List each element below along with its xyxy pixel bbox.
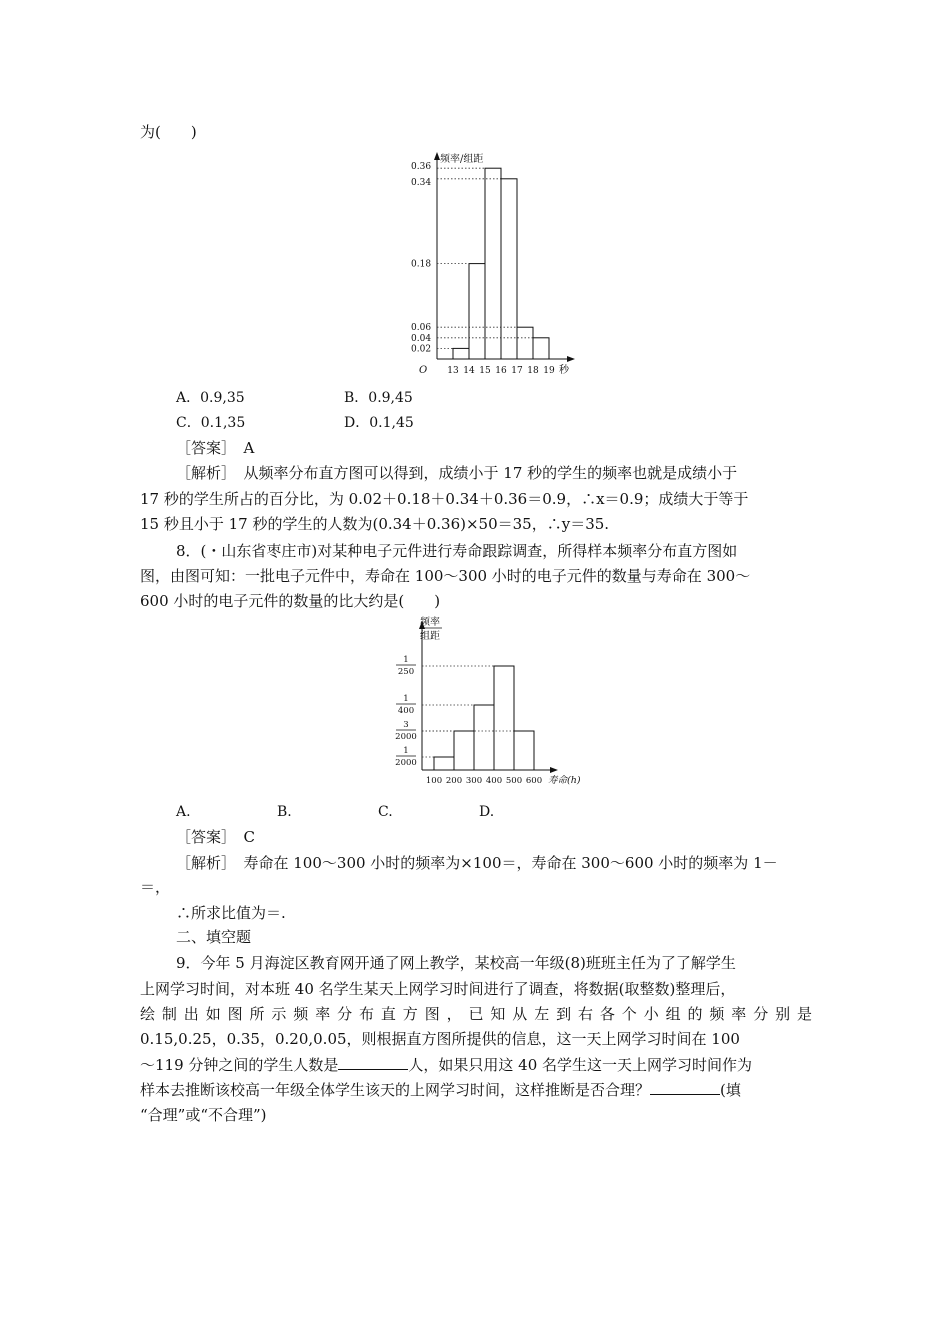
q9-line-6 (140, 1080, 741, 1100)
q7-stem-tail: 为( ) (140, 123, 197, 141)
y-tick-label: 0.02 (411, 344, 432, 355)
histogram-bar (434, 757, 454, 770)
x-tick-label: 300 (465, 776, 483, 786)
x-tick-label: 100 (425, 776, 443, 786)
histogram-bar (494, 666, 514, 770)
y-tick-label: 0.34 (411, 177, 432, 188)
q7-option-b: B．0.9,45 (344, 390, 413, 406)
x-axis-label: 寿命(h) (548, 775, 581, 786)
q9-blank-2 (650, 1080, 720, 1095)
q9-line-4: 0.15,0.25，0.35，0.20,0.05，则根据直方图所提供的信息，这一天上网学习时间在 100 (140, 1030, 740, 1048)
q8-option-a: A. (176, 804, 191, 820)
y-tick-numerator: 1 (403, 655, 409, 665)
q9-line-5 (140, 1055, 752, 1075)
q9-line-1: 9．今年 5 月海淀区教育网开通了网上教学，某校高一年级(8)班班主任为了了解学生 (176, 954, 736, 972)
y-axis-label: 频率/组距 (440, 154, 484, 165)
q7-analysis-line-2: 17 秒的学生所占的百分比，为 0.02＋0.18＋0.34＋0.36＝0.9，∴x＝0.9；成绩大于等于 (140, 490, 749, 508)
q7-analysis-line-3: 15 秒且小于 17 秒的学生的人数为(0.34＋0.36)×50＝35，∴y＝35. (140, 515, 610, 533)
histogram-bar (454, 731, 474, 770)
q8-option-b: B. (277, 804, 292, 820)
q8-option-d: D. (479, 804, 495, 820)
q8-analysis-line-1: ［解析］ 寿命在 100～300 小时的频率为×100＝，寿命在 300～600 小时的频率为 1－ (176, 854, 778, 872)
q9-line-5-text-a: ～119 分钟之间的学生人数是 (140, 1056, 339, 1074)
histogram-bar (474, 705, 494, 770)
histogram-bar (453, 348, 469, 359)
histogram-bar (469, 264, 485, 359)
q9-line-6-text-b: (填 (720, 1081, 741, 1099)
q9-blank-1 (338, 1055, 408, 1070)
q7-answer: ［答案］ A (176, 439, 255, 457)
y-axis-label-bottom: 组距 (420, 631, 440, 642)
y-tick-denominator: 400 (397, 706, 415, 716)
y-tick-numerator: 1 (403, 746, 409, 756)
q7-histogram (395, 150, 585, 382)
x-tick-label: 14 (463, 366, 475, 376)
q7-option-a: A．0.9,35 (176, 390, 245, 406)
q9-line-6-text: 样本去推断该校高一年级全体学生该天的上网学习时间，这样推断是否合理？ (140, 1081, 651, 1099)
q9-line-3: 绘制出如图所示频率分布直方图，已知从左到右各个小组的频率分别是 (140, 1005, 812, 1023)
x-tick-label: 18 (527, 366, 539, 376)
y-tick-denominator: 2000 (395, 758, 417, 768)
histogram-bar (485, 168, 501, 359)
origin-label: O (419, 365, 428, 376)
q8-option-c: C. (378, 804, 393, 820)
y-tick-label: 0.04 (411, 333, 432, 344)
x-tick-label: 16 (495, 366, 507, 376)
q9-line-5-text-b: 人，如果只用这 40 名学生这一天上网学习时间作为 (408, 1056, 753, 1074)
q7-analysis-line-1: ［解析］ 从频率分布直方图可以得到，成绩小于 17 秒的学生的频率也就是成绩小于 (176, 464, 738, 482)
x-tick-label: 17 (511, 366, 523, 376)
x-tick-label: 200 (445, 776, 463, 786)
q8-answer: ［答案］ C (176, 828, 255, 846)
y-tick-denominator: 250 (397, 667, 415, 677)
q7-option-c: C．0.1,35 (176, 415, 246, 431)
q8-analysis-line-2: ＝， (140, 878, 171, 896)
q9-line-7: “合理”或“不合理”) (140, 1106, 267, 1124)
x-axis-arrow (567, 356, 575, 362)
x-tick-label: 500 (505, 776, 523, 786)
y-tick-denominator: 2000 (395, 732, 417, 742)
x-axis-label: 秒 (559, 365, 569, 376)
x-tick-label: 15 (479, 366, 491, 376)
y-tick-numerator: 3 (403, 720, 409, 730)
x-tick-label: 400 (485, 776, 503, 786)
q8-analysis-line-3: ∴所求比值为＝. (176, 904, 286, 922)
q8-stem-line-1: 8．(・山东省枣庄市)对某种电子元件进行寿命跟踪调查，所得样本频率分布直方图如 (176, 542, 738, 560)
x-tick-label: 13 (447, 366, 459, 376)
histogram-bar (533, 338, 549, 359)
y-tick-label: 0.06 (411, 323, 432, 334)
y-tick-label: 0.36 (411, 162, 432, 173)
x-tick-label: 600 (525, 776, 543, 786)
q8-stem-line-3: 600 小时的电子元件的数量的比大约是( ) (140, 592, 441, 610)
histogram-bar (514, 731, 534, 770)
x-axis-arrow (550, 767, 558, 773)
q9-line-2: 上网学习时间，对本班 40 名学生某天上网学习时间进行了调查，将数据(取整数)整理后， (140, 980, 736, 998)
section-heading: 二、填空题 (176, 928, 252, 946)
histogram-bar (517, 327, 533, 359)
q8-stem-line-2: 图，由图可知：一批电子元件中，寿命在 100～300 小时的电子元件的数量与寿命在 300～ (140, 567, 751, 585)
x-tick-label: 19 (543, 366, 555, 376)
y-tick-label: 0.18 (411, 259, 432, 270)
q7-option-d: D．0.1,45 (344, 415, 414, 431)
histogram-bar (501, 179, 517, 359)
q8-histogram (380, 615, 595, 795)
y-tick-numerator: 1 (403, 694, 409, 704)
y-axis-label-top: 频率 (420, 617, 440, 628)
